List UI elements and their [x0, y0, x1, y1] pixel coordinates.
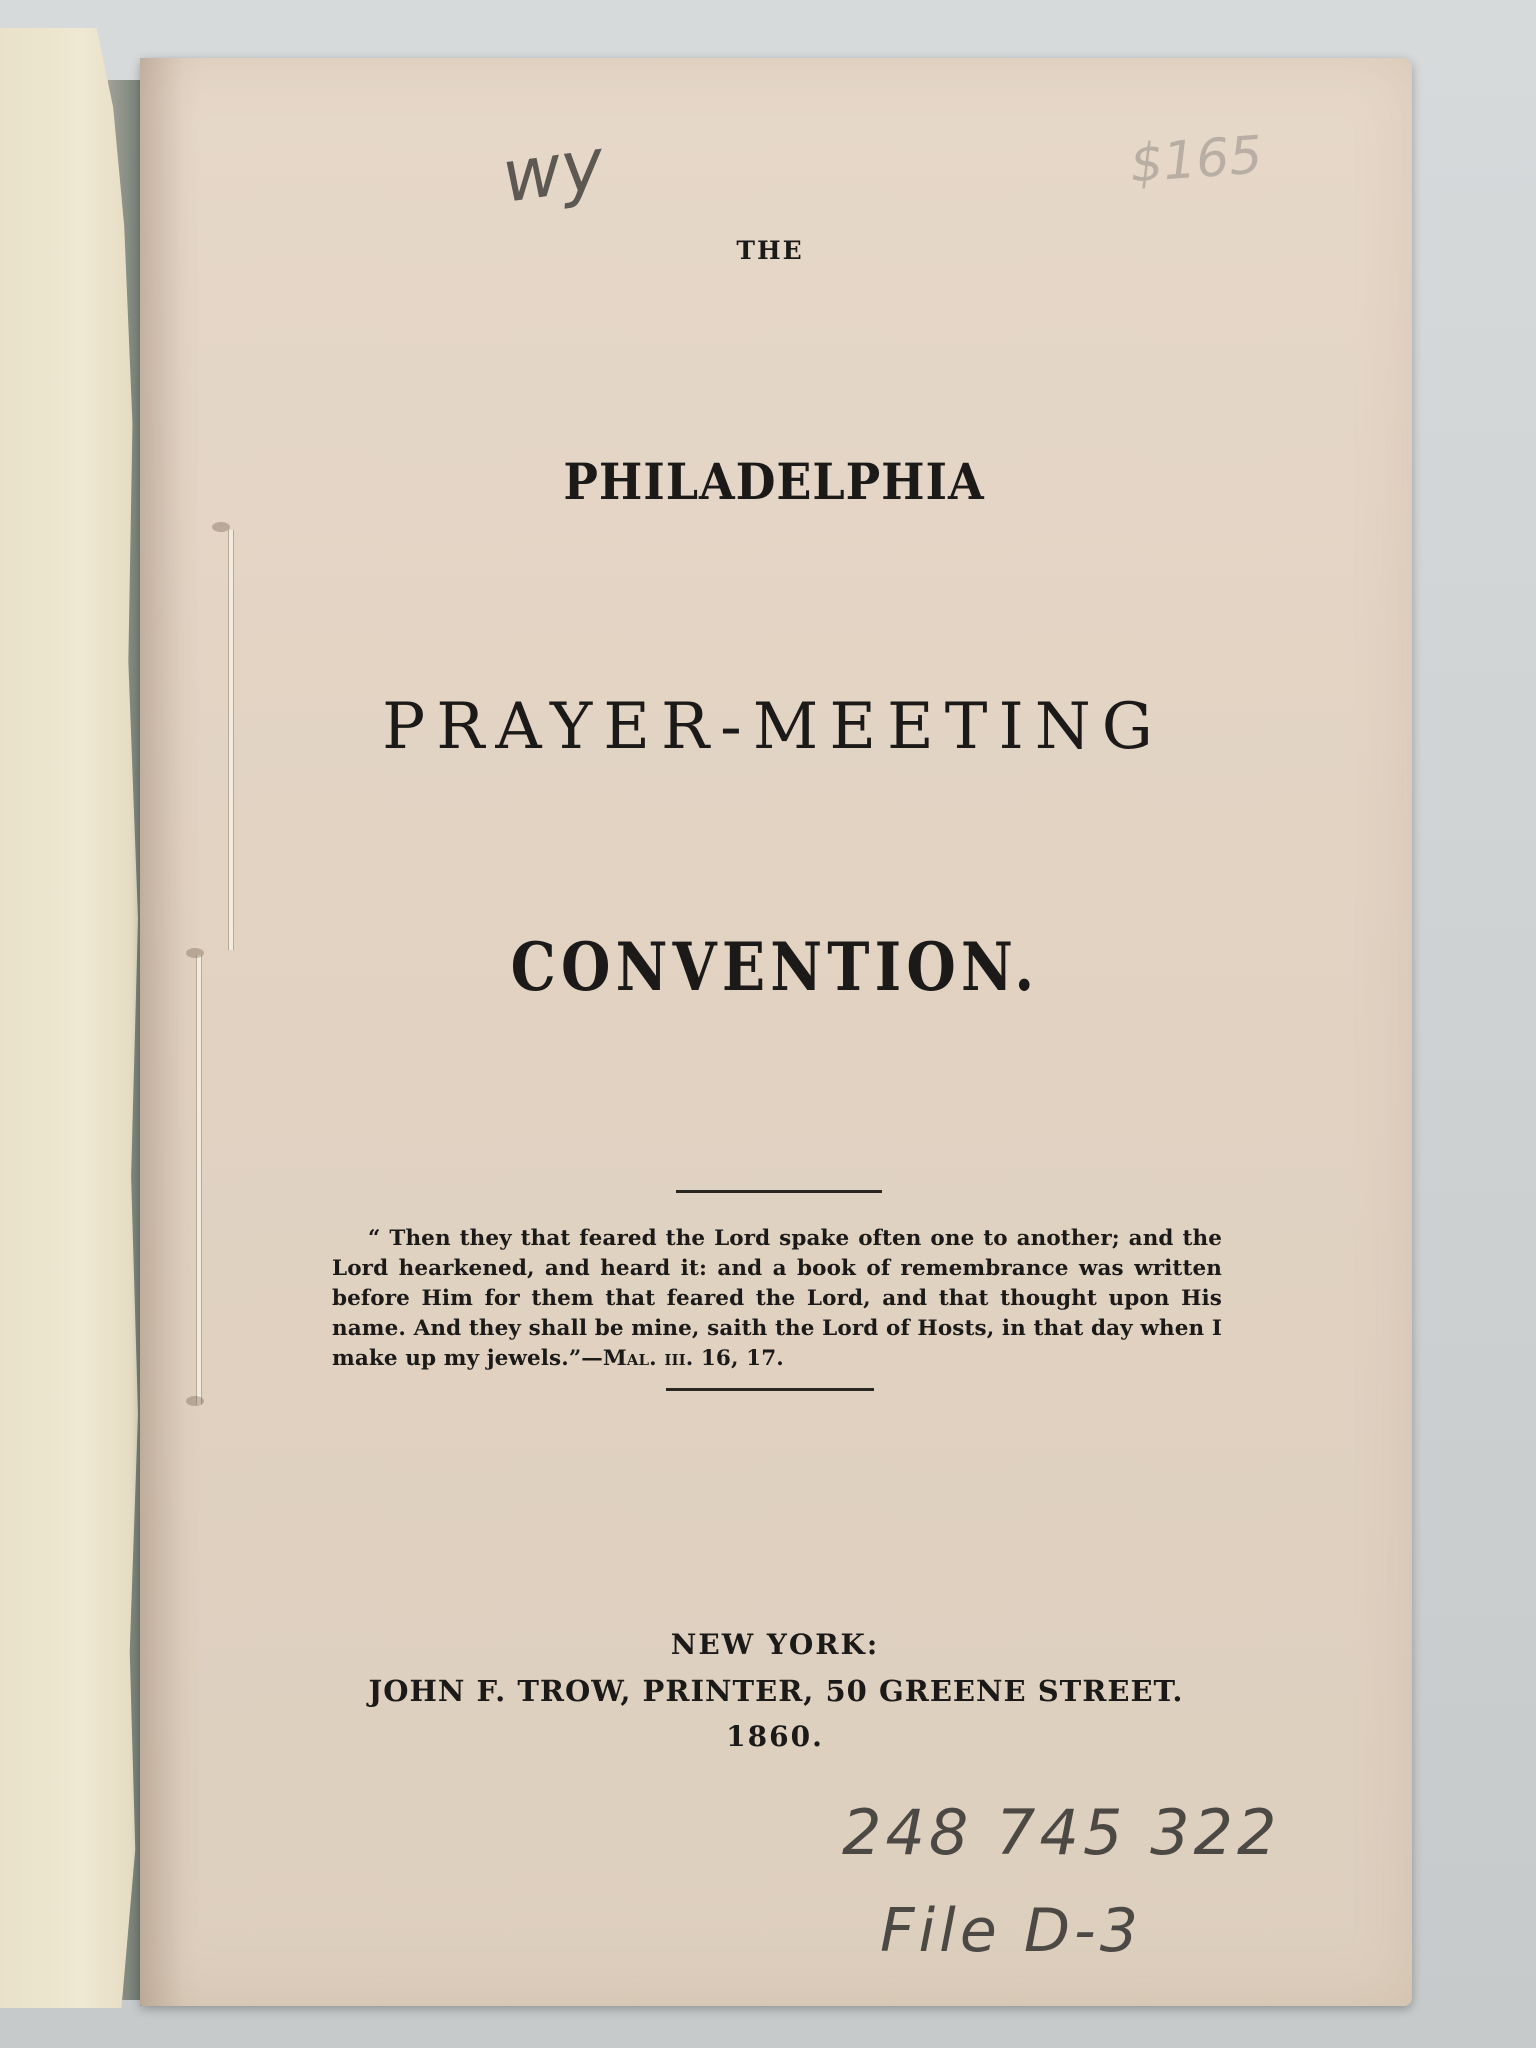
title-place: PHILADELPHIA [563, 452, 985, 511]
epigraph-text: “ Then they that feared the Lord spake often one to another; and the Lord hearkened, and heard it: and a book of remembrance was written before Him for them that feared the Lord, and that thought upon His name. And they shall be mine, saith the Lord of Hosts, in that day when I make up my jewels.”— [332, 1226, 1222, 1371]
handwritten-initials: wy [496, 121, 609, 219]
handwritten-file-note: File D-3 [880, 1896, 1142, 1966]
imprint-printer: JOHN F. TROW, PRINTER, 50 GREENE STREET. [368, 1674, 1184, 1708]
stitch-hole [186, 948, 204, 958]
title-event: CONVENTION. [510, 928, 1040, 1006]
stitch-hole [186, 1396, 204, 1406]
rule-top [676, 1190, 882, 1193]
epigraph-citation: Mal. iii. 16, 17. [602, 1346, 784, 1371]
title-subject: PRAYER-MEETING [382, 690, 1164, 764]
imprint-year: 1860. [726, 1720, 824, 1753]
title-page [140, 58, 1412, 2006]
torn-front-cover [0, 28, 138, 2008]
spine-fold [140, 58, 200, 2006]
rule-bottom [666, 1388, 874, 1391]
epigraph [332, 1224, 1222, 1374]
imprint-city: NEW YORK: [670, 1628, 880, 1661]
binding-stitch [196, 955, 202, 1405]
title-article: THE [736, 236, 804, 265]
stitch-hole [212, 522, 230, 532]
handwritten-catalog-number: 248 745 322 [842, 1796, 1281, 1869]
handwritten-price: $165 [1128, 125, 1265, 195]
